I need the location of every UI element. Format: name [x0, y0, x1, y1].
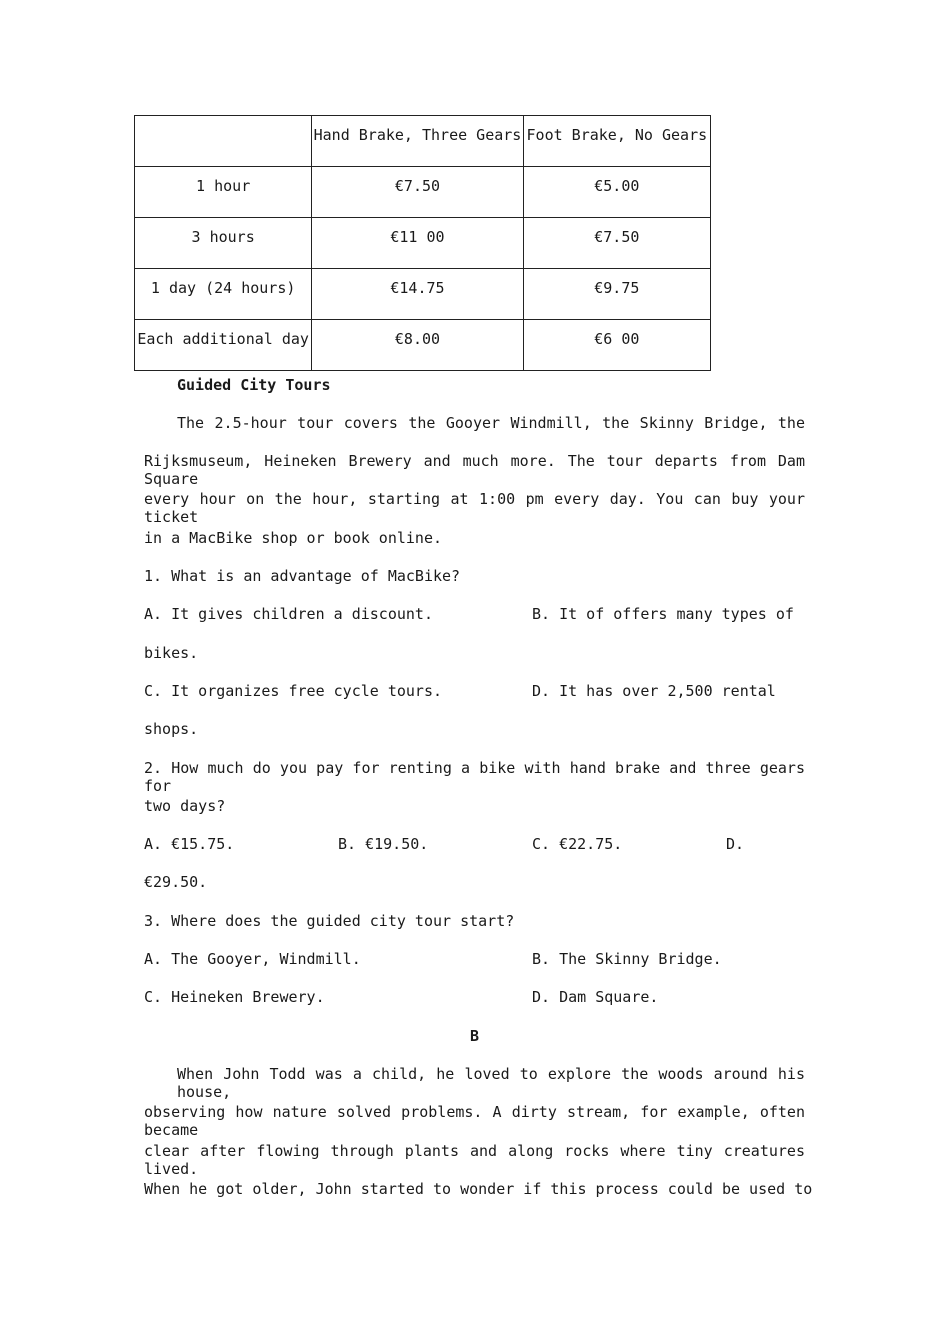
table-cell: 1 day (24 hours)	[135, 269, 312, 320]
table-cell: €7.50	[312, 167, 523, 218]
table-cell: €14.75	[312, 269, 523, 320]
table-cell: €11 00	[312, 218, 523, 269]
table-header-cell	[135, 116, 312, 167]
option-b-continued: bikes.	[144, 644, 199, 662]
question-stem-continued: two days?	[144, 797, 226, 815]
section-title: Guided City Tours	[177, 376, 331, 394]
option-b: B. The Skinny Bridge.	[532, 950, 722, 968]
option-b: B. €19.50.	[338, 835, 429, 853]
table-cell: €9.75	[523, 269, 710, 320]
tour-paragraph-line: in a MacBike shop or book online.	[144, 529, 443, 547]
table-header-cell: Hand Brake, Three Gears	[312, 116, 523, 167]
tour-paragraph-line: Rijksmuseum, Heineken Brewery and much more. The tour departs from Dam Square	[144, 452, 805, 488]
option-c: C. €22.75.	[532, 835, 623, 853]
option-a: A. It gives children a discount.	[144, 605, 433, 623]
question-stem: 2. How much do you pay for renting a bike with hand brake and three gears for	[144, 759, 805, 795]
table-cell: 3 hours	[135, 218, 312, 269]
passage-line: When John Todd was a child, he loved to explore the woods around his house,	[177, 1065, 805, 1101]
question-stem: 3. Where does the guided city tour start?	[144, 912, 515, 930]
table-cell: €6 00	[523, 320, 710, 371]
question-stem: 1. What is an advantage of MacBike?	[144, 567, 461, 585]
passage-line: When he got older, John started to wonder if this process could be used to	[144, 1180, 813, 1198]
tour-paragraph-line: The 2.5-hour tour covers the Gooyer Windmill, the Skinny Bridge, the	[177, 414, 805, 432]
table-header-row	[135, 116, 711, 167]
part-heading: B	[470, 1027, 480, 1045]
table-row	[135, 218, 711, 269]
option-a: A. €15.75.	[144, 835, 235, 853]
table-cell: €7.50	[523, 218, 710, 269]
option-b: B. It of offers many types of	[532, 605, 794, 623]
option-d: D. Dam Square.	[532, 988, 659, 1006]
option-c: C. Heineken Brewery.	[144, 988, 325, 1006]
table-cell: €5.00	[523, 167, 710, 218]
option-d-continued: shops.	[144, 720, 199, 738]
option-d: D. It has over 2,500 rental	[532, 682, 776, 700]
option-c: C. It organizes free cycle tours.	[144, 682, 443, 700]
option-d: D.	[726, 835, 745, 853]
option-d-continued: €29.50.	[144, 873, 208, 891]
option-a: A. The Gooyer, Windmill.	[144, 950, 361, 968]
passage-line: clear after flowing through plants and along rocks where tiny creatures lived.	[144, 1142, 805, 1178]
table-header-cell: Foot Brake, No Gears	[523, 116, 710, 167]
table-row	[135, 269, 711, 320]
table-cell: €8.00	[312, 320, 523, 371]
table-cell: 1 hour	[135, 167, 312, 218]
rental-price-table	[134, 115, 711, 371]
table-row	[135, 167, 711, 218]
tour-paragraph-line: every hour on the hour, starting at 1:00 pm every day. You can buy your ticket	[144, 490, 805, 526]
table-row	[135, 320, 711, 371]
passage-line: observing how nature solved problems. A dirty stream, for example, often became	[144, 1103, 805, 1139]
table-cell: Each additional day	[135, 320, 312, 371]
